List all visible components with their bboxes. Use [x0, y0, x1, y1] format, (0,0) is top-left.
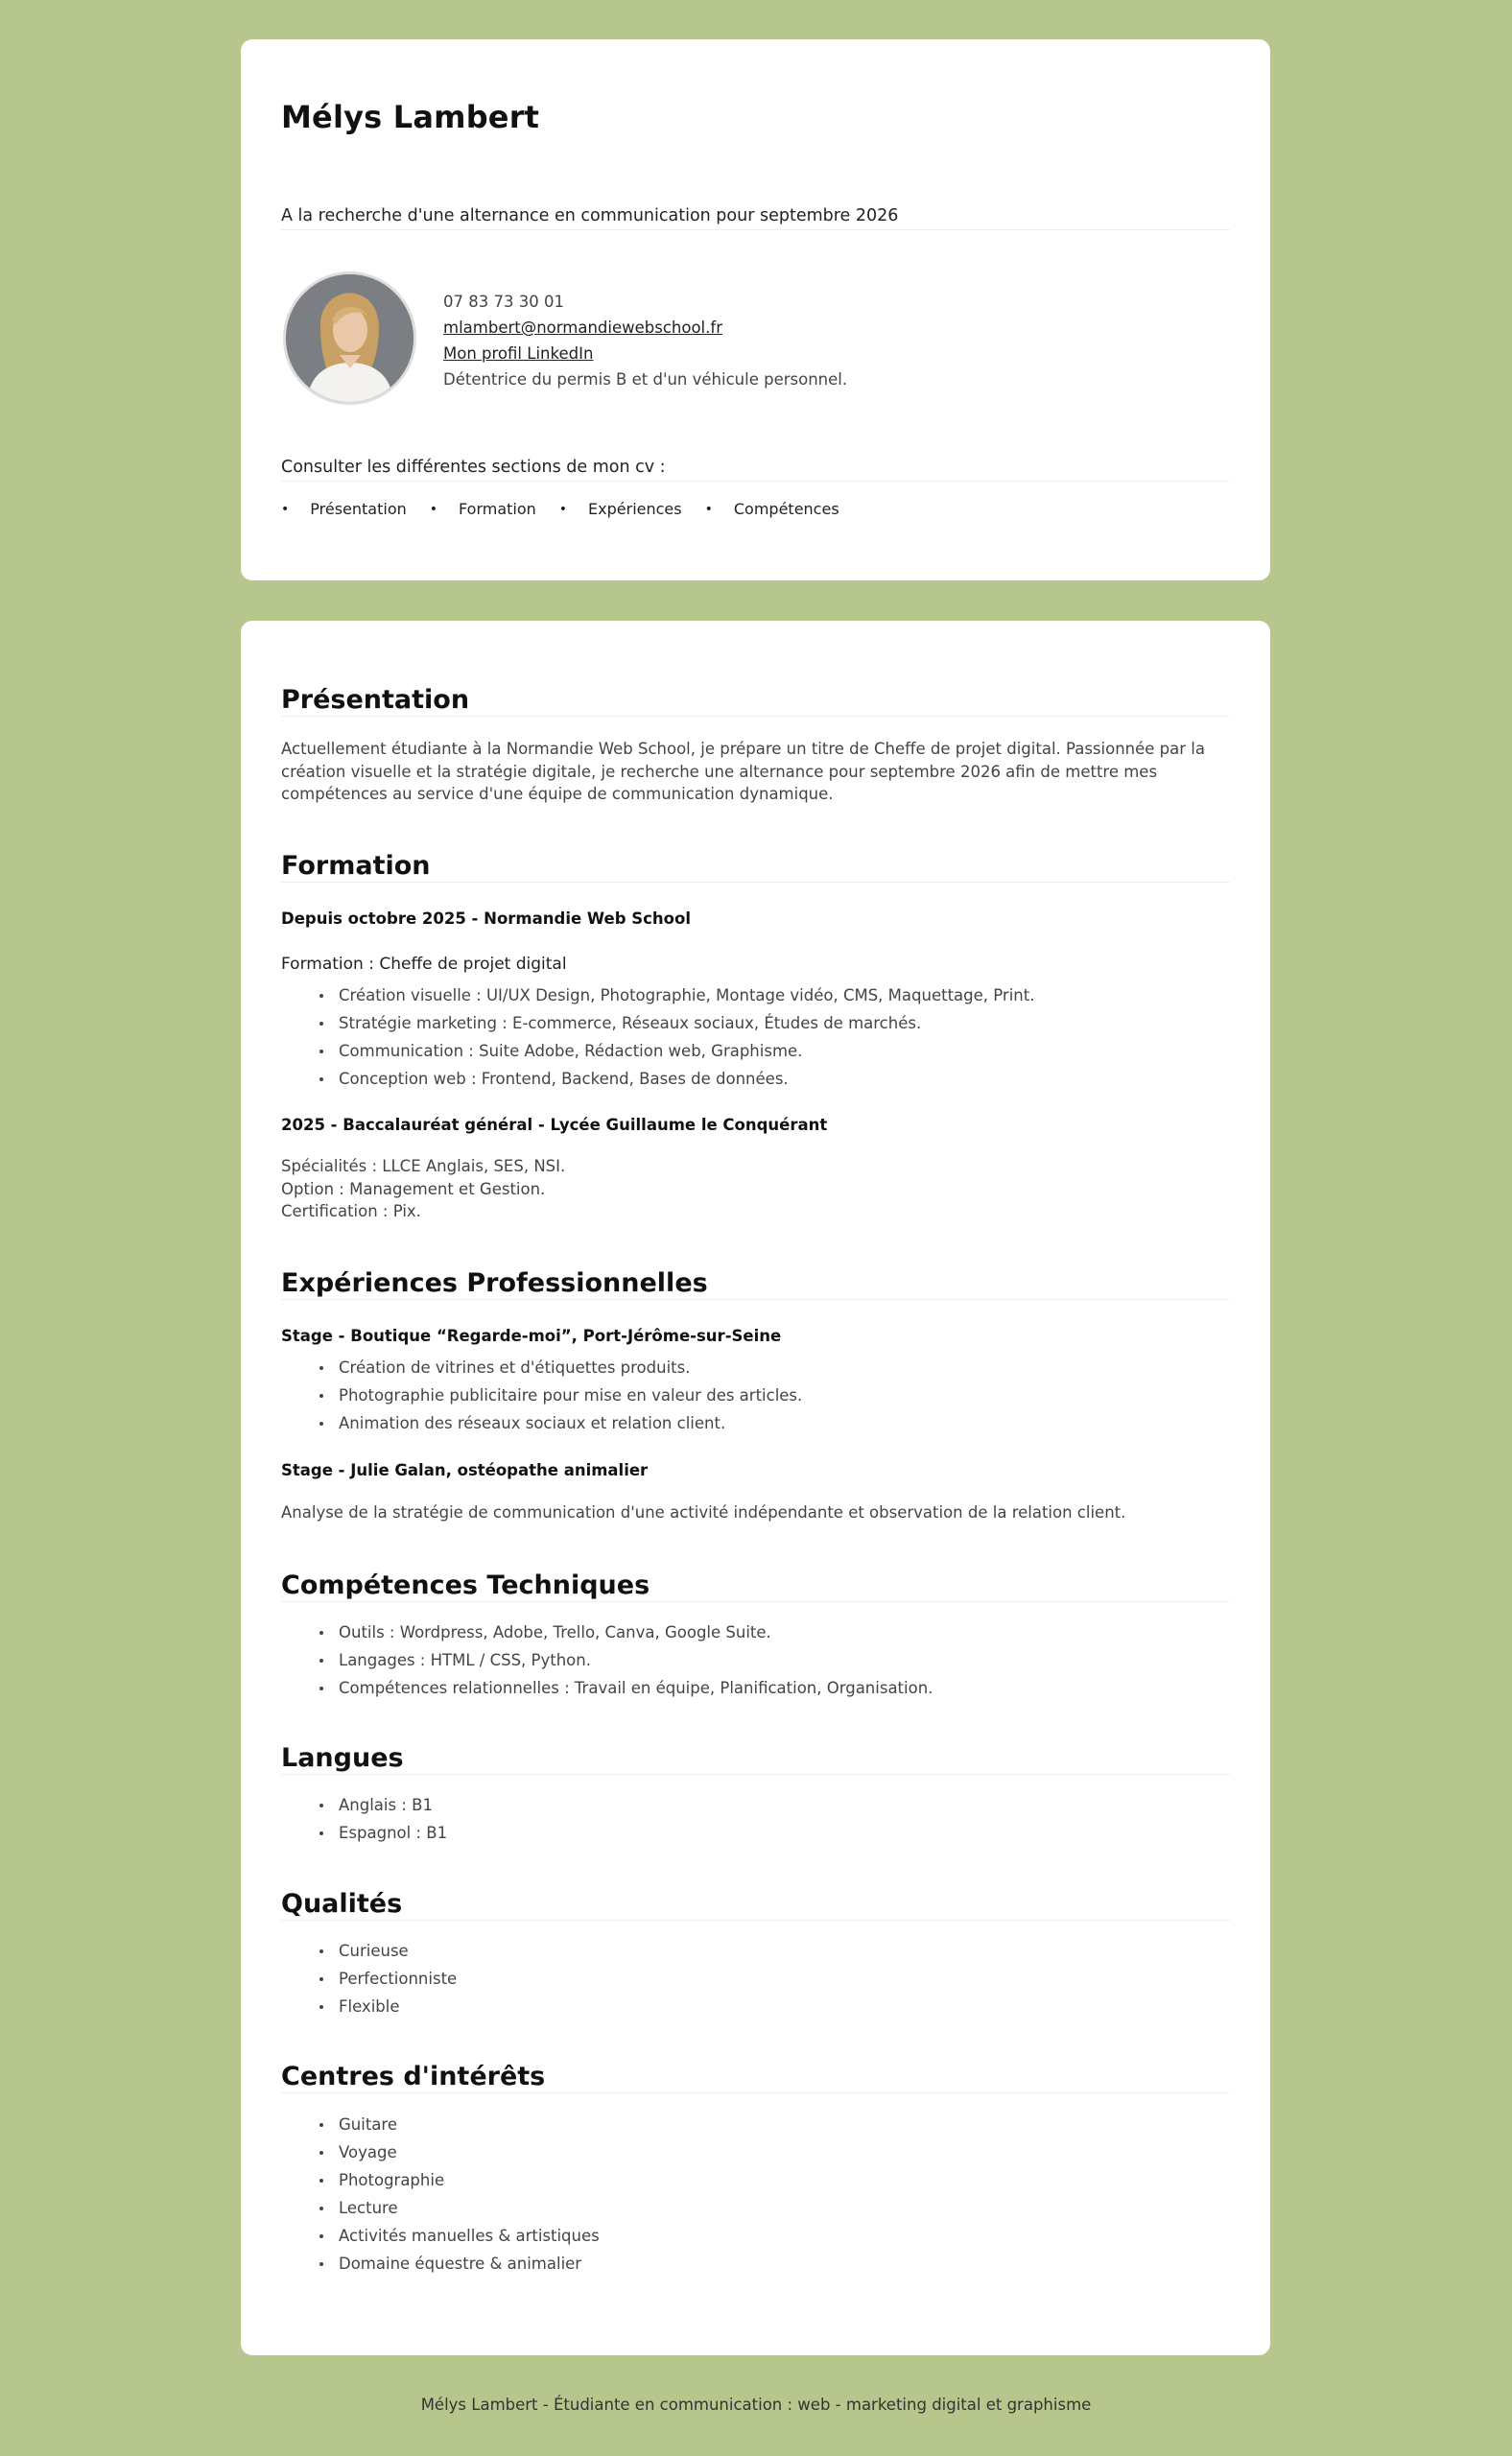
nav-item-experiences: • Expériences — [558, 500, 682, 518]
list-item: Communication : Suite Adobe, Rédaction web, Graphisme. — [319, 1037, 1034, 1065]
section-title-competences: Compétences Techniques — [281, 1570, 1230, 1602]
list-item: Domaine équestre & animalier — [319, 2250, 600, 2278]
list-item: Activités manuelles & artistiques — [319, 2222, 600, 2250]
avatar — [283, 272, 416, 405]
list-item: Conception web : Frontend, Backend, Bases de données. — [319, 1065, 1034, 1093]
experience-entry-text: Analyse de la stratégie de communication d'une activité indépendante et observation de la relation client. — [281, 1503, 1126, 1522]
sections-title: Consulter les différentes sections de mon cv : — [281, 458, 1230, 482]
section-title-qualites: Qualités — [281, 1889, 1230, 1921]
list-item: Guitare — [319, 2111, 600, 2138]
formation-entry-title: 2025 - Baccalauréat général - Lycée Guillaume le Conquérant — [281, 1116, 828, 1134]
list-item: Outils : Wordpress, Adobe, Trello, Canva, Google Suite. — [319, 1618, 933, 1646]
list-item: Voyage — [319, 2138, 600, 2166]
langues-list — [319, 1791, 447, 1847]
formation-entry-title: Depuis octobre 2025 - Normandie Web School — [281, 909, 692, 928]
tagline: A la recherche d'une alternance en communication pour septembre 2026 — [281, 206, 1230, 230]
phone-number: 07 83 73 30 01 — [443, 293, 564, 311]
nav-item-formation: • Formation — [429, 500, 536, 518]
qualites-list — [319, 1937, 457, 2020]
list-item: Photographie — [319, 2166, 600, 2194]
list-item: Perfectionniste — [319, 1965, 457, 1993]
experience-entry-title: Stage - Boutique “Regarde-moi”, Port-Jérôme-sur-Seine — [281, 1327, 782, 1345]
list-item: Espagnol : B1 — [319, 1819, 447, 1847]
nav-link-competences[interactable]: Compétences — [733, 500, 839, 518]
list-item: Lecture — [319, 2194, 600, 2222]
bac-line: Option : Management et Gestion. — [281, 1179, 546, 1198]
formation-entry-subtitle: Formation : Cheffe de projet digital — [281, 955, 567, 974]
section-title-interets: Centres d'intérêts — [281, 2062, 1230, 2093]
section-title-experiences: Expériences Professionnelles — [281, 1268, 1230, 1300]
list-item: Animation des réseaux sociaux et relation client. — [319, 1409, 802, 1437]
license-text: Détentrice du permis B et d'un véhicule personnel. — [443, 370, 848, 389]
nav-link-presentation[interactable]: Présentation — [310, 500, 407, 518]
competences-list — [319, 1618, 933, 1702]
list-item: Compétences relationnelles : Travail en équipe, Planification, Organisation. — [319, 1674, 933, 1702]
list-item: Création visuelle : UI/UX Design, Photographie, Montage vidéo, CMS, Maquettage, Print. — [319, 981, 1034, 1009]
list-item: Flexible — [319, 1993, 457, 2020]
header-card — [241, 39, 1270, 580]
section-nav — [281, 500, 862, 518]
email-link[interactable]: mlambert@normandiewebschool.fr — [443, 319, 722, 337]
list-item: Curieuse — [319, 1937, 457, 1965]
list-item: Photographie publicitaire pour mise en valeur des articles. — [319, 1382, 802, 1409]
list-item: Stratégie marketing : E-commerce, Réseaux sociaux, Études de marchés. — [319, 1009, 1034, 1037]
nav-item-competences: • Compétences — [704, 500, 839, 518]
formation-skills-list — [319, 981, 1034, 1093]
bac-details — [281, 1155, 1230, 1223]
section-title-formation: Formation — [281, 851, 1230, 883]
page-footer: Mélys Lambert - Étudiante en communication : web - marketing digital et graphisme — [420, 2396, 1092, 2414]
presentation-text: Actuellement étudiante à la Normandie Web School, je prépare un titre de Cheffe de projet digital. Passionnée par la création visuelle et la stratégie digitale, je recherche une alternance pour septembre 2026 afin de mettre mes compétences au service d'une équipe de communication dynamique. — [281, 740, 1205, 803]
experience-entry-title: Stage - Julie Galan, ostéopathe animalier — [281, 1461, 649, 1479]
bac-line: Spécialités : LLCE Anglais, SES, NSI. — [281, 1157, 566, 1175]
cv-name: Mélys Lambert — [281, 99, 540, 135]
main-card — [241, 621, 1270, 2355]
interets-list — [319, 2111, 600, 2278]
section-title-langues: Langues — [281, 1743, 1230, 1775]
contact-block — [443, 289, 847, 392]
bac-line: Certification : Pix. — [281, 1202, 421, 1220]
nav-item-presentation: • Présentation — [281, 500, 407, 518]
nav-link-formation[interactable]: Formation — [459, 500, 536, 518]
experience-tasks-list — [319, 1354, 802, 1437]
list-item: Anglais : B1 — [319, 1791, 447, 1819]
nav-link-experiences[interactable]: Expériences — [588, 500, 682, 518]
list-item: Création de vitrines et d'étiquettes produits. — [319, 1354, 802, 1382]
section-title-presentation: Présentation — [281, 685, 1230, 717]
linkedin-link[interactable]: Mon profil LinkedIn — [443, 344, 594, 363]
list-item: Langages : HTML / CSS, Python. — [319, 1646, 933, 1674]
